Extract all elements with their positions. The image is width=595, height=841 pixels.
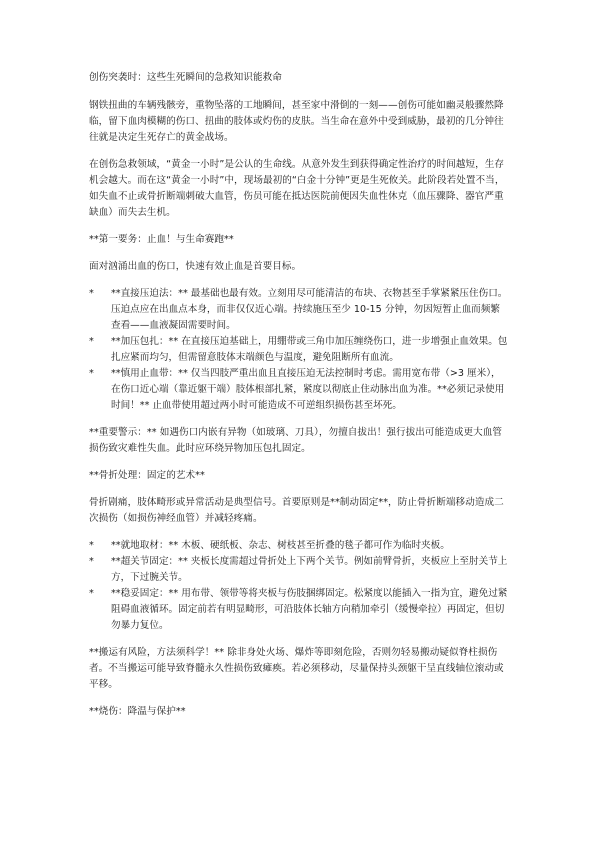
list-item-improvise-splint: * **就地取材：** 木板、硬纸板、杂志、树枝甚至折叠的毯子都可作为临时夹板。: [89, 538, 509, 554]
transport-note-paragraph: **搬运有风险，方法须科学！** 除非身处火场、爆炸等即刻危险，否则勿轻易搬动疑似脊柱损伤者。不当搬运可能导致脊髓永久性损伤致瘫痪。若必须移动，尽量保持头颈躯干呈直线轴位滚动或平移。: [89, 647, 504, 690]
section-lead-fracture: 骨折剧痛，肢体畸形或异常活动是典型信号。首要原则是**制动固定**，防止骨折断端移动造成二次损伤（如损伤神经血管）并减轻疼痛。: [89, 497, 504, 524]
section-heading-burns: **烧伤：降温与保护**: [89, 706, 186, 717]
warning-paragraph: **重要警示：** 如遇伤口内嵌有异物（如玻璃、刀具），勿擅自拔出！强行拔出可能造成更大血管损伤致灾难性失血。此时应环绕异物加压包扎固定。: [89, 427, 503, 454]
article-body: [89, 70, 509, 720]
section-lead-bleeding: 面对汹涌出血的伤口，快速有效止血是首要目标。: [89, 261, 302, 272]
list-item-tourniquet: * **慎用止血带：** 仅当四肢严重出血且直接压迫无法控制时考虑。需用宽布带（>3 厘米），在伤口近心端（靠近躯干端）肢体根部扎紧，紧度以彻底止住动脉出血为准。**必须记录使用时间！** 止血带使用超过两小时可能造成不可逆组织损伤甚至坏死。: [89, 366, 509, 414]
intro-paragraph-2: 在创伤急救领域，“黄金一小时”是公认的生命线。从意外发生到获得确定性治疗的时间越短，生存机会越大。而在这“黄金一小时”中，现场最初的“白金十分钟”更是生死攸关。此阶段若处置不当，如失血不止或骨折断端刺破大血管，伤员可能在抵达医院前便因失血性休克（血压骤降、器官严重缺血）而失去生机。: [89, 159, 505, 218]
list-item-secure-fixation: * **稳妥固定：** 用布带、领带等将夹板与伤肢捆绑固定。松紧度以能插入一指为宜，避免过紧阻碍血液循环。固定前若有明显畸形，可沿肢体长轴方向稍加牵引（缓慢牵拉）再固定，但切勿暴力复位。: [89, 586, 509, 634]
fracture-methods-list: [89, 538, 509, 634]
list-item-cross-joint-fixation: * **超关节固定：** 夹板长度需超过骨折处上下两个关节。例如前臂骨折，夹板应上至肘关节上方，下过腕关节。: [89, 554, 509, 586]
section-heading-fracture: **骨折处理：固定的艺术**: [89, 470, 205, 481]
section-heading-bleeding: **第一要务：止血！与生命赛跑**: [89, 234, 234, 245]
list-item-pressure-bandage: * **加压包扎：** 在直接压迫基础上，用绷带或三角巾加压缠绕伤口，进一步增强止血效果。包扎应紧而均匀，但需留意肢体末端颜色与温度，避免阻断所有血流。: [89, 334, 509, 366]
list-item-direct-pressure: * **直接压迫法：** 最基础也最有效。立刻用尽可能清洁的布块、衣物甚至手掌紧紧压住伤口。压迫点应在出血点本身，而非仅仅近心端。持续施压至少 10-15 分钟，勿因短暂止血而频繁查看——血液凝固需要时间。: [89, 286, 509, 334]
intro-paragraph-1: 钢铁扭曲的车辆残骸旁，重物坠落的工地瞬间，甚至家中滑倒的一刻——创伤可能如幽灵般骤然降临，留下血肉模糊的伤口、扭曲的肢体或灼伤的皮肤。当生命在意外中受到威胁，最初的几分钟往往就是决定生死存亡的黄金战场。: [89, 100, 504, 143]
bleeding-methods-list: [89, 286, 509, 414]
article-title: 创伤突袭时：这些生死瞬间的急救知识能救命: [89, 72, 282, 83]
